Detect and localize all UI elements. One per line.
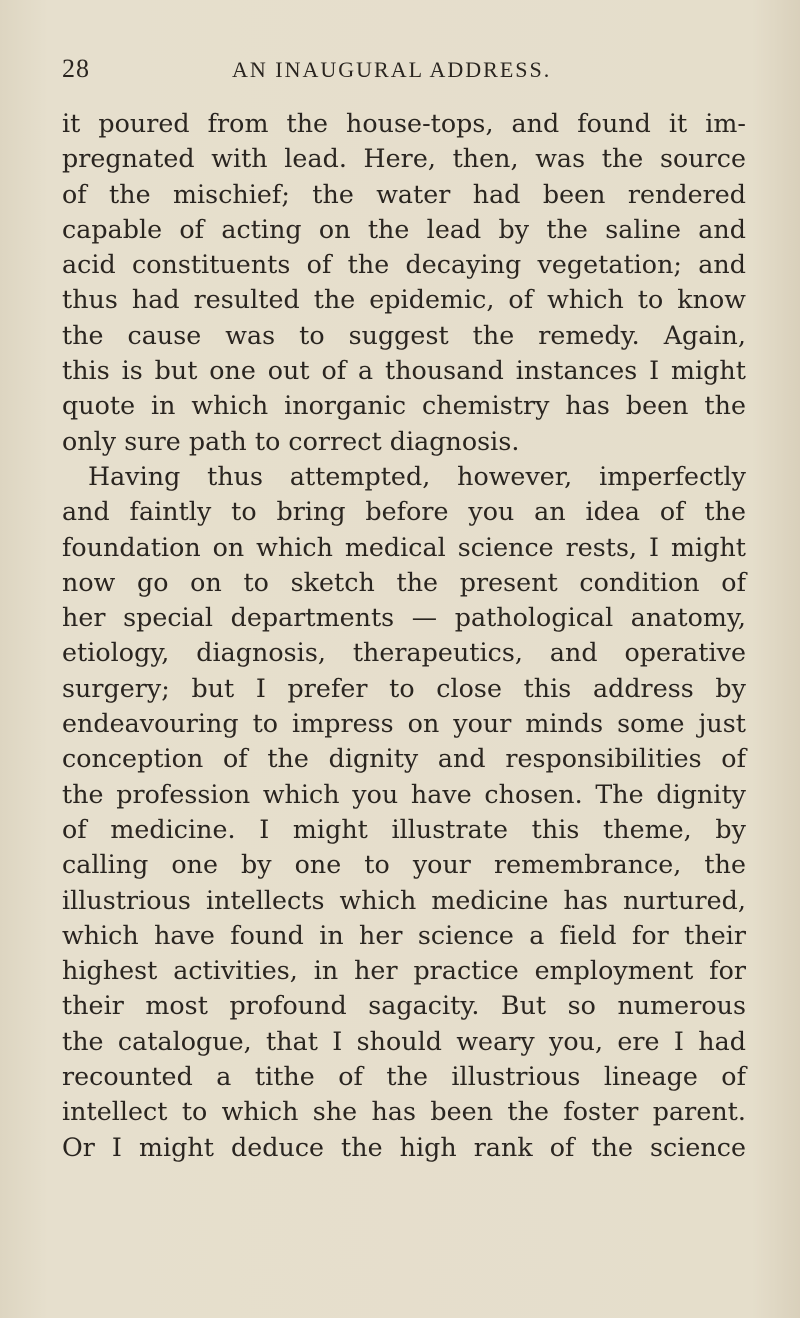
text-line: pregnated with lead. Here, then, was the source: [62, 144, 746, 174]
page-number: 28: [62, 54, 90, 83]
text-line: acid constituents of the decaying vegetation; and: [62, 250, 746, 280]
text-line: and faintly to bring before you an idea of the: [62, 497, 746, 527]
text-line: recounted a tithe of the illustrious lineage of: [62, 1062, 746, 1092]
text-line: Or I might deduce the high rank of the science: [62, 1132, 746, 1162]
text-line: foundation on which medical science rests, I might: [62, 532, 746, 562]
text-line: illustrious intellects which medicine has nurtured,: [62, 885, 746, 915]
text-line: now go on to sketch the present condition of: [62, 567, 746, 597]
text-line: thus had resulted the epidemic, of which to know: [62, 285, 746, 315]
body-text: [62, 106, 746, 1165]
text-line: their most profound sagacity. But so numerous: [62, 991, 746, 1021]
text-line: only sure path to correct diagnosis.: [62, 426, 520, 456]
text-line: Having thus attempted, however, imperfectly: [88, 461, 746, 491]
text-line: conception of the dignity and responsibilities of: [62, 744, 746, 774]
text-line: calling one by one to your remembrance, the: [62, 850, 746, 880]
text-line: her special departments — pathological anatomy,: [62, 603, 746, 633]
text-line: of medicine. I might illustrate this theme, by: [62, 814, 746, 844]
page-header: [62, 48, 742, 88]
text-line: surgery; but I prefer to close this address by: [62, 673, 746, 703]
text-line: of the mischief; the water had been rendered: [62, 179, 746, 209]
text-line: the catalogue, that I should weary you, ere I had: [62, 1026, 746, 1056]
text-line: endeavouring to impress on your minds some just: [62, 709, 746, 739]
text-line: this is but one out of a thousand instances I might: [62, 356, 746, 386]
running-head: AN INAUGURAL ADDRESS.: [232, 57, 552, 82]
text-line: it poured from the house-tops, and found it im-: [62, 109, 746, 138]
text-line: intellect to which she has been the foster parent.: [62, 1097, 746, 1127]
text-line: which have found in her science a field for their: [62, 920, 746, 950]
text-line: capable of acting on the lead by the saline and: [62, 214, 746, 244]
text-line: etiology, diagnosis, therapeutics, and operative: [62, 638, 746, 668]
text-line: highest activities, in her practice employment for: [62, 956, 746, 986]
text-line: the cause was to suggest the remedy. Again,: [62, 320, 746, 350]
text-line: the profession which you have chosen. The dignity: [62, 779, 746, 809]
text-line: quote in which inorganic chemistry has been the: [62, 391, 746, 421]
